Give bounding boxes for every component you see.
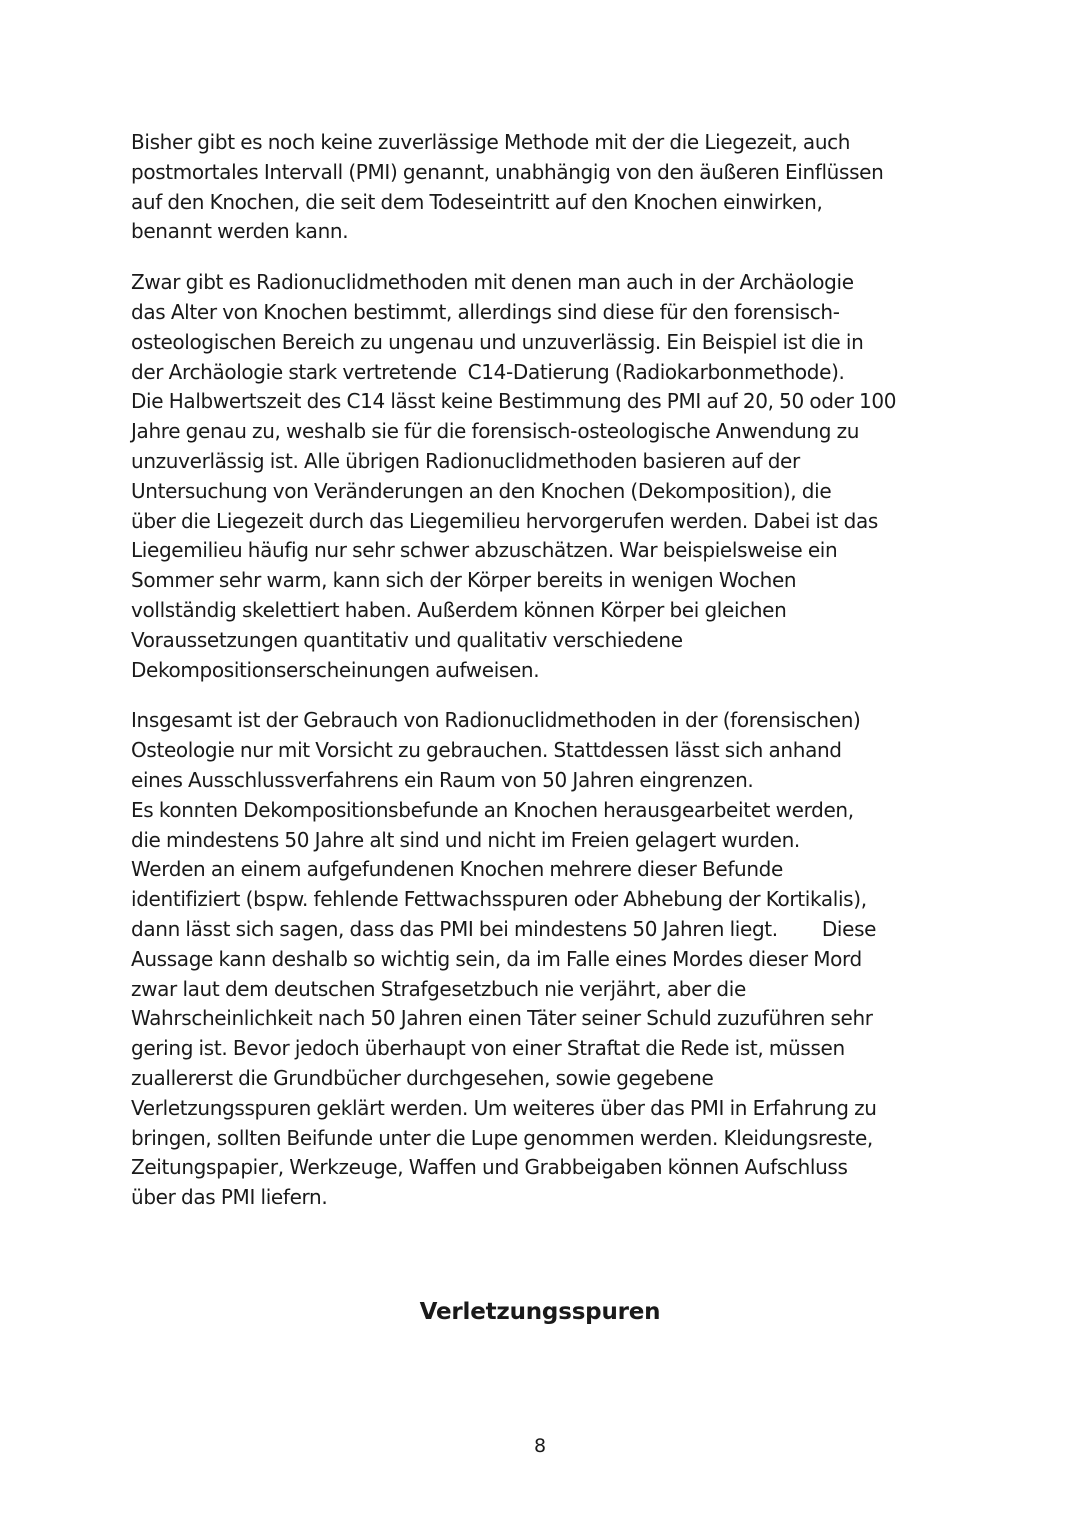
paragraph-exclusion-method [131, 706, 961, 1213]
text-line: Wahrscheinlichkeit nach 50 Jahren einen Täter seiner Schuld zuzuführen sehr [131, 1006, 873, 1031]
text-line: der Archäologie stark vertretende C14-Datierung (Radiokarbonmethode). [131, 359, 845, 384]
text-line: postmortales Intervall (PMI) genannt, unabhängig von den äußeren Einflüssen [131, 159, 884, 184]
text-line: über die Liegezeit durch das Liegemilieu hervorgerufen werden. Dabei ist das [131, 508, 879, 533]
text-line: Sommer sehr warm, kann sich der Körper bereits in wenigen Wochen [131, 568, 797, 593]
text-line: Untersuchung von Veränderungen an den Knochen (Dekomposition), die [131, 478, 832, 503]
text-line: identifiziert (bspw. fehlende Fettwachsspuren oder Abhebung der Kortikalis), [131, 887, 867, 912]
text-line: Zeitungspapier, Werkzeuge, Waffen und Grabbeigaben können Aufschluss [131, 1155, 848, 1180]
body-text [131, 128, 961, 1234]
text-line: auf den Knochen, die seit dem Todeseintritt auf den Knochen einwirken, [131, 189, 823, 214]
text-line: benannt werden kann. [131, 219, 349, 244]
text-line: Jahre genau zu, weshalb sie für die forensisch-osteologische Anwendung zu [131, 419, 860, 444]
text-line: vollständig skelettiert haben. Außerdem können Körper bei gleichen [131, 597, 787, 622]
text-line: Liegemilieu häufig nur sehr schwer abzuschätzen. War beispielsweise ein [131, 538, 838, 563]
text-line: Zwar gibt es Radionuclidmethoden mit denen man auch in der Archäologie [131, 270, 854, 295]
text-line: Insgesamt ist der Gebrauch von Radionuclidmethoden in der (forensischen) [131, 708, 861, 733]
text-line: gering ist. Bevor jedoch überhaupt von einer Straftat die Rede ist, müssen [131, 1036, 845, 1061]
paragraph-radionuclide-methods [131, 268, 961, 685]
text-line: Osteologie nur mit Vorsicht zu gebrauchen. Stattdessen lässt sich anhand [131, 738, 842, 763]
paragraph-pmi-intro [131, 128, 961, 247]
text-line: über das PMI liefern. [131, 1185, 328, 1210]
text-line: bringen, sollten Beifunde unter die Lupe genommen werden. Kleidungsreste, [131, 1125, 873, 1150]
text-line: Werden an einem aufgefundenen Knochen mehrere dieser Befunde [131, 857, 783, 882]
text-line: Es konnten Dekompositionsbefunde an Knochen herausgearbeitet werden, [131, 797, 854, 822]
text-line: zwar laut dem deutschen Strafgesetzbuch nie verjährt, aber die [131, 976, 746, 1001]
text-line: Bisher gibt es noch keine zuverlässige Methode mit der die Liegezeit, auch [131, 130, 851, 154]
text-line: Die Halbwertszeit des C14 lässt keine Bestimmung des PMI auf 20, 50 oder 100 [131, 389, 897, 414]
text-line: unzuverlässig ist. Alle übrigen Radionuclidmethoden basieren auf der [131, 448, 800, 473]
text-line: Voraussetzungen quantitativ und qualitativ verschiedene [131, 627, 683, 652]
text-line: dann lässt sich sagen, dass das PMI bei mindestens 50 Jahren liegt. Diese [131, 916, 877, 941]
page-number: 8 [533, 1435, 547, 1457]
text-line: Verletzungsspuren geklärt werden. Um weiteres über das PMI in Erfahrung zu [131, 1095, 877, 1120]
text-line: eines Ausschlussverfahrens ein Raum von 50 Jahren eingrenzen. [131, 767, 754, 792]
text-line: das Alter von Knochen bestimmt, allerdings sind diese für den forensisch- [131, 299, 840, 324]
text-line: die mindestens 50 Jahre alt sind und nicht im Freien gelagert wurden. [131, 827, 800, 852]
text-line: Aussage kann deshalb so wichtig sein, da im Falle eines Mordes dieser Mord [131, 946, 862, 971]
text-line: Dekompositionserscheinungen aufweisen. [131, 657, 540, 682]
text-line: osteologischen Bereich zu ungenau und unzuverlässig. Ein Beispiel ist die in [131, 329, 864, 354]
text-line: zuallererst die Grundbücher durchgesehen, sowie gegebene [131, 1065, 714, 1090]
section-heading: Verletzungsspuren [419, 1299, 661, 1325]
